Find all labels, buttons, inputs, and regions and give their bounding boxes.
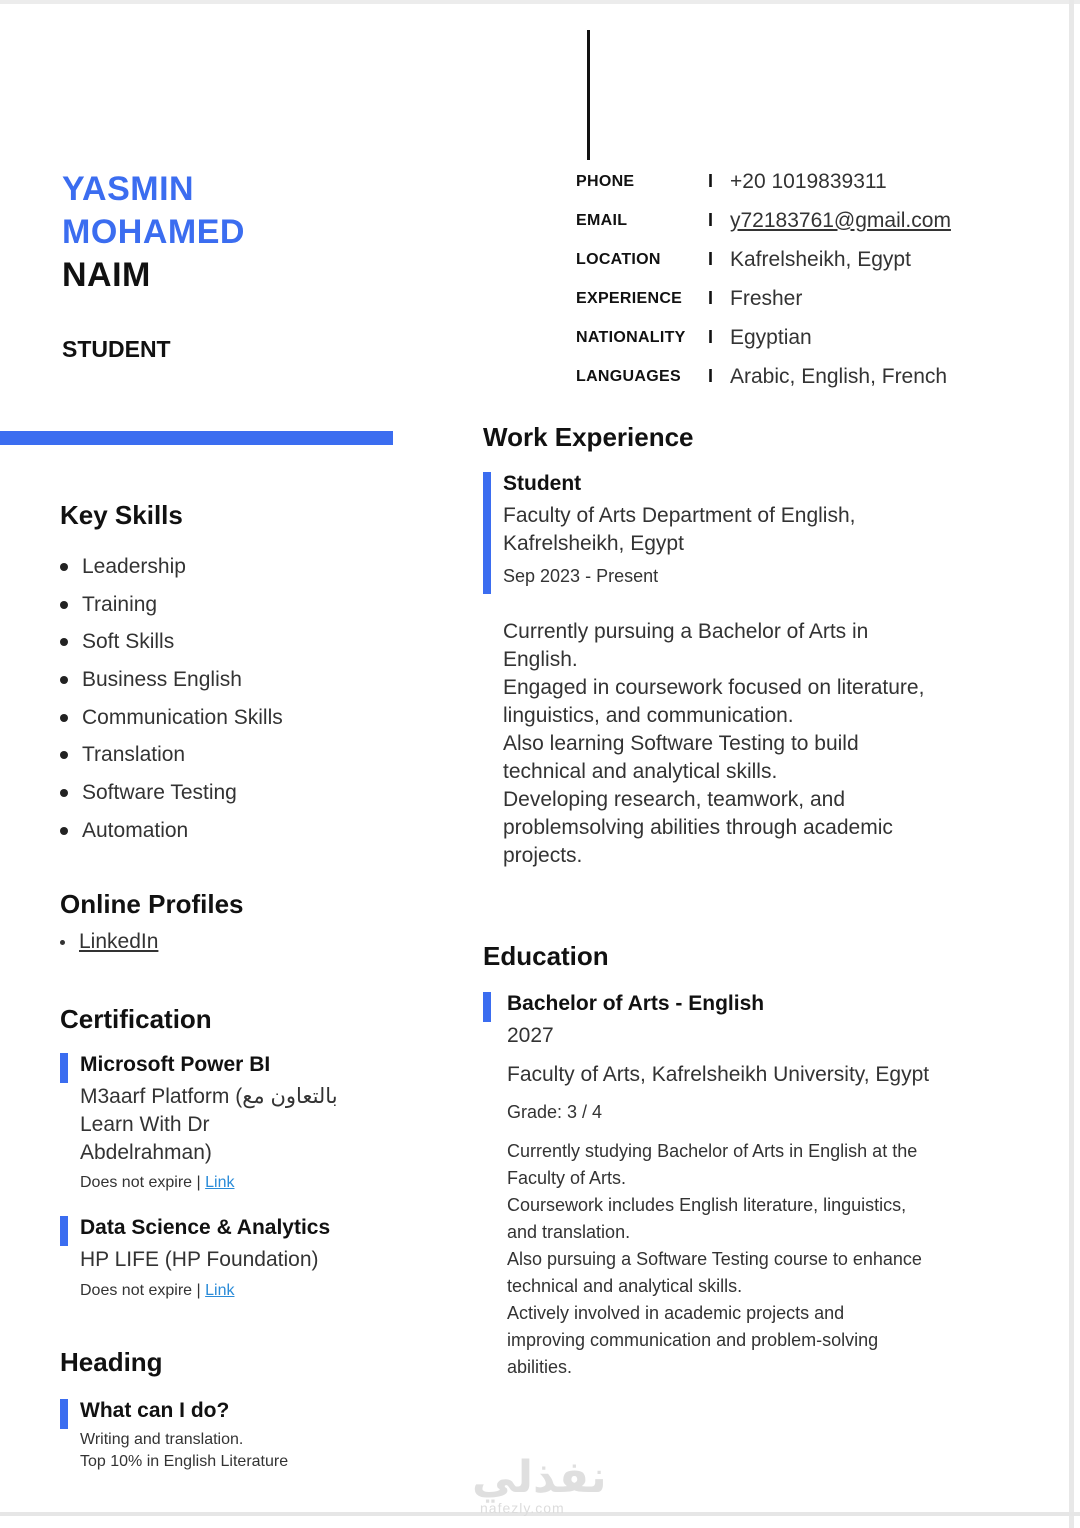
heading-item-title: What can I do? (80, 1399, 230, 1422)
accent-bar (0, 431, 393, 445)
candidate-role: STUDENT (62, 336, 171, 362)
work-dates: Sep 2023 - Present (503, 566, 659, 586)
cert-provider: HP LIFE (HP Foundation) (80, 1248, 319, 1271)
cert-provider: M3aarf Platform (بالتعاون مع (80, 1085, 338, 1108)
degree-title: Bachelor of Arts - English (507, 992, 765, 1015)
online-profiles-title: Online Profiles (60, 889, 244, 919)
contact-label: NATIONALITY (576, 328, 686, 346)
contact-row-email (576, 201, 951, 240)
list-item (60, 586, 283, 624)
accent-marker (60, 1216, 68, 1246)
bullet-icon (60, 940, 65, 945)
skill-label: Leadership (82, 554, 186, 578)
accent-marker (60, 1399, 68, 1429)
bullet-icon (60, 676, 68, 684)
work-entry (483, 472, 856, 590)
contact-separator: I (708, 210, 714, 230)
page-edge-top (0, 0, 1080, 4)
linkedin-link[interactable]: LinkedIn (79, 930, 159, 953)
contact-separator: I (708, 249, 714, 269)
skill-label: Software Testing (82, 780, 237, 804)
cert-provider: Learn With Dr (80, 1113, 210, 1136)
work-role: Student (503, 472, 582, 495)
contact-row-phone (576, 162, 951, 201)
phone-value[interactable]: +20 1019839311 (730, 169, 887, 193)
bullet-icon (60, 601, 68, 609)
nationality-value: Egyptian (730, 325, 812, 349)
name-line-3: NAIM (62, 256, 151, 294)
contact-row-nationality (576, 318, 951, 357)
description-line: linguistics, and communication. (503, 704, 794, 727)
cert-expiry (80, 1280, 330, 1302)
contact-details (576, 162, 951, 396)
contact-label: EXPERIENCE (576, 289, 683, 307)
description-line: Also pursuing a Software Testing course to enhance (507, 1249, 922, 1269)
cert-expiry (80, 1172, 338, 1194)
cert-link[interactable]: Link (205, 1282, 235, 1299)
cert-expiry-text: Does not expire | (80, 1282, 201, 1299)
contact-label: LANGUAGES (576, 367, 681, 385)
heading-section-title: Heading (60, 1347, 163, 1377)
skill-label: Translation (82, 743, 186, 767)
work-description (503, 618, 1023, 870)
contact-separator: I (708, 171, 714, 191)
contact-row-location (576, 240, 951, 279)
description-line: Coursework includes English literature, linguistics, (507, 1195, 907, 1215)
key-skills-list (60, 548, 283, 850)
contact-label: EMAIL (576, 211, 628, 229)
certification-item (60, 1216, 330, 1302)
accent-marker (483, 992, 491, 1022)
contact-separator: I (708, 327, 714, 347)
bullet-icon (60, 827, 68, 835)
skill-label: Communication Skills (82, 705, 283, 729)
bullet-icon (60, 714, 68, 722)
languages-value: Arabic, English, French (730, 364, 948, 388)
key-skills-title: Key Skills (60, 500, 183, 530)
heading-item-line: Top 10% in English Literature (80, 1453, 289, 1470)
description-line: Currently pursuing a Bachelor of Arts in (503, 620, 869, 643)
contact-separator: I (708, 288, 714, 308)
certification-title: Certification (60, 1004, 212, 1034)
list-item (60, 661, 283, 699)
accent-marker (60, 1053, 68, 1083)
work-org: Faculty of Arts Department of English, (503, 504, 856, 527)
skill-label: Automation (82, 818, 189, 842)
certification-item (60, 1053, 338, 1194)
header-divider-line (587, 30, 590, 160)
accent-marker (483, 472, 491, 594)
experience-value: Fresher (730, 286, 803, 310)
description-line: abilities. (507, 1357, 573, 1377)
skill-label: Business English (82, 667, 242, 691)
description-line: Actively involved in academic projects and (507, 1303, 845, 1323)
bullet-icon (60, 638, 68, 646)
work-experience-title: Work Experience (483, 422, 694, 452)
list-item (60, 736, 283, 774)
name-line-2: MOHAMED (62, 213, 245, 251)
skill-label: Soft Skills (82, 630, 175, 654)
page-edge-right (1069, 0, 1074, 1528)
bullet-icon (60, 563, 68, 571)
profile-item (60, 930, 158, 954)
description-line: Developing research, teamwork, and (503, 788, 846, 811)
description-line: Engaged in coursework focused on literature, (503, 676, 925, 699)
description-line: technical and analytical skills. (507, 1276, 743, 1296)
list-item (60, 548, 283, 586)
contact-row-languages (576, 357, 951, 396)
candidate-name (62, 168, 245, 297)
list-item (60, 774, 283, 812)
cert-expiry-text: Does not expire | (80, 1174, 201, 1191)
degree-year: 2027 (507, 1024, 554, 1047)
grade: Grade: 3 / 4 (507, 1102, 603, 1122)
watermark-url: nafezly.com (480, 1500, 565, 1516)
contact-label: LOCATION (576, 250, 661, 268)
heading-item (60, 1399, 288, 1473)
bullet-icon (60, 751, 68, 759)
cert-link[interactable]: Link (205, 1174, 235, 1191)
contact-separator: I (708, 366, 714, 386)
cert-provider: Abdelrahman) (80, 1141, 212, 1164)
name-line-1: YASMIN (62, 170, 195, 208)
description-line: problemsolving abilities through academic (503, 816, 893, 839)
description-line: projects. (503, 844, 583, 867)
cert-title: Data Science & Analytics (80, 1216, 331, 1239)
institution: Faculty of Arts, Kafrelsheikh University, Egypt (507, 1063, 930, 1086)
contact-row-experience (576, 279, 951, 318)
heading-item-line: Writing and translation. (80, 1431, 244, 1448)
work-org: Kafrelsheikh, Egypt (503, 532, 684, 555)
contact-label: PHONE (576, 172, 635, 190)
description-line: English. (503, 648, 578, 671)
description-line: Faculty of Arts. (507, 1168, 627, 1188)
list-item (60, 699, 283, 737)
description-line: Currently studying Bachelor of Arts in English at the (507, 1141, 918, 1161)
watermark-logo: نفذلي (472, 1453, 607, 1502)
education-description (507, 1138, 1027, 1381)
description-line: technical and analytical skills. (503, 760, 778, 783)
location-value: Kafrelsheikh, Egypt (730, 247, 911, 271)
skill-label: Training (82, 592, 158, 616)
education-title: Education (483, 941, 609, 971)
education-entry (483, 992, 929, 1126)
description-line: Also learning Software Testing to build (503, 732, 859, 755)
description-line: and translation. (507, 1222, 631, 1242)
cert-title: Microsoft Power BI (80, 1053, 271, 1076)
list-item (60, 623, 283, 661)
list-item (60, 812, 283, 850)
description-line: improving communication and problem-solving (507, 1330, 879, 1350)
bullet-icon (60, 789, 68, 797)
email-link[interactable]: y72183761@gmail.com (730, 208, 951, 232)
